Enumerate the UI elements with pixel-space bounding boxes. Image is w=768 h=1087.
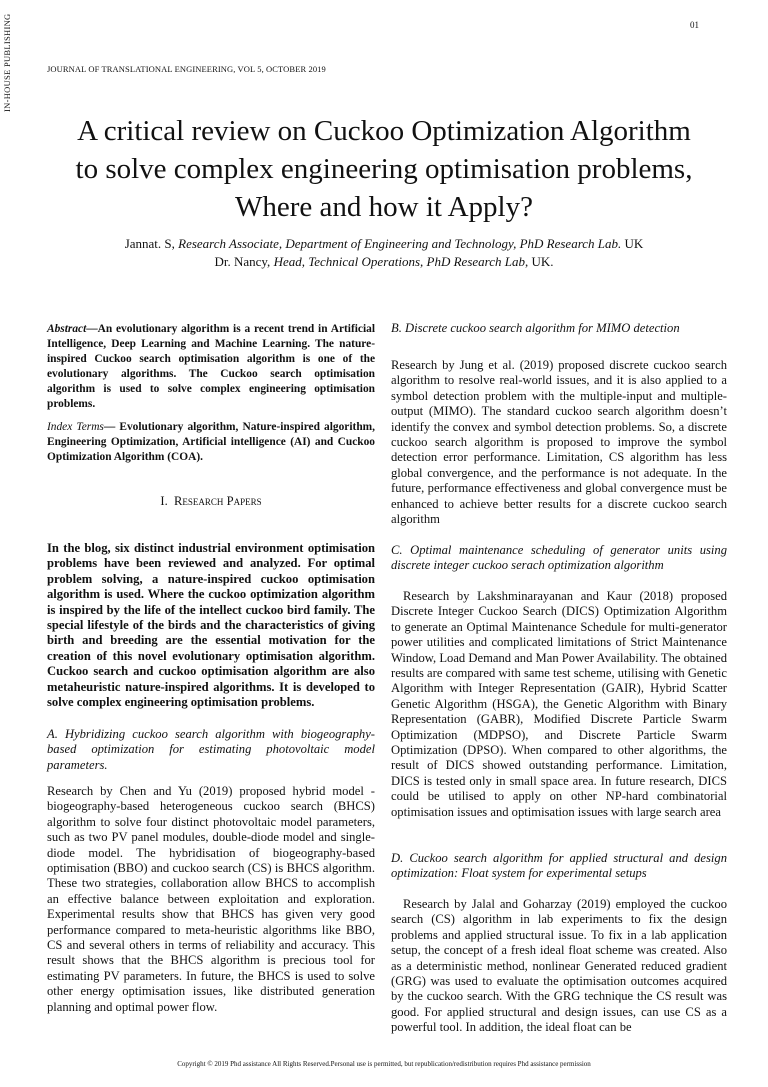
subsection-heading-a: A. Hybridizing cuckoo search algorithm with biogeography-based optimization for estimating photovoltaic model parameters. (47, 727, 375, 772)
abstract-label: Abstract (47, 323, 87, 335)
subsection-body-c: Research by Lakshminarayanan and Kaur (2018) proposed Discrete Integer Cuckoo Search (DICS) Optimization Algorithm to generate an Optimal Maintenance Schedule for multi-generator power utilities and complicated limitations of Strict Maintenance Window, Load Demand and Man Power Availability. The obtained results are compared with same test scheme, utilising with Genetic Algorithm with Integer Representation (GAIR), Hybrid Scatter Genetic Algorithm (HSGA), the Genetic Algorithm with Binary Representation (GABR), Modified Discrete Particle Swarm Optimization (MDPSO), and Discrete Particle Swarm Optimization (DPSO). When compared to other algorithms, the result of DICS showed outstanding performance. Limitation, DICS is tested only in small space area. In future research, DICS could be utilised to apply on other NP-hard combinatorial optimisation issues and optimisation issues with large search area (391, 589, 727, 819)
author-affiliation: Research Associate, Department of Engineering and Technology, PhD Research Lab. (178, 236, 622, 251)
subsection-body-d: Research by Jalal and Goharzay (2019) employed the cuckoo search (CS) algorithm in lab experiments to fix the design problems and applied structural issue. To fix in a lab application setup, the concept of a fresh ideal float scheme was created. Also as a deterministic method, nonlinear Generated reduced gradient (GRG) was used to evaluate the optimisation outcomes acquired by the cuckoo search. With the GRG technique the CS result was good. For applied structural and design issues, can use CS as a powerful tool. In addition, the ideal float can be (391, 897, 727, 1035)
author-country: UK (621, 236, 644, 251)
author-name: Dr. Nancy, (214, 254, 274, 269)
section-heading (47, 494, 375, 509)
publisher-side-label: IN-HOUSE PUBLISHING (2, 13, 12, 113)
index-terms-text: — Evolutionary algorithm, Nature-inspired algorithm, Engineering Optimization, Artificial intelligence (AI) and Cuckoo Optimization Algorithm (COA). (47, 421, 375, 463)
author-line (40, 253, 728, 271)
journal-header: JOURNAL OF TRANSLATIONAL ENGINEERING, VOL 5, OCTOBER 2019 (47, 64, 326, 74)
copyright-footer: Copyright © 2019 Phd assistance All Rights Reserved.Personal use is permitted, but republication/redistribution requires Phd assistance permission (177, 1060, 591, 1068)
index-terms-label: Index Terms (47, 421, 104, 433)
section-title: Research Papers (174, 494, 262, 508)
section-number: I. (160, 494, 168, 508)
title-line: to solve complex engineering optimisation problems, (75, 153, 693, 185)
author-affiliation: Head, Technical Operations, PhD Research Lab (273, 254, 525, 269)
author-country: , UK. (525, 254, 554, 269)
title-line: A critical review on Cuckoo Optimization Algorithm (77, 115, 691, 147)
subsection-heading-c: C. Optimal maintenance scheduling of generator units using discrete integer cuckoo serach optimization algorithm (391, 543, 727, 573)
intro-paragraph: In the blog, six distinct industrial environment optimisation problems have been reviewed and analyzed. For optimal problem solving, a nature-inspired cuckoo optimisation algorithm is used. Where the cuckoo optimization algorithm is inspired by the life of the intellect cuckoo bird family. The special lifestyle of the birds and the characteristics of giving birth and breeding are the essential motivation for the creation of this novel evolutionary optimisation algorithm. Cuckoo search and cuckoo optimisation algorithm are also metaheuristic nature-inspired algorithms. It is developed to solve complex engineering optimisation problems. (47, 541, 375, 710)
subsection-heading-d: D. Cuckoo search algorithm for applied structural and design optimization: Float system for experimental setups (391, 851, 727, 881)
subsection-body-a: Research by Chen and Yu (2019) proposed hybrid model - biogeography-based heterogeneous cuckoo search (BHCS) algorithm to solve four distinct photovoltaic model parameters, such as two PV panel modules, double-diode model and single-diode model. The hybridisation of biogeography-based optimisation (BBO) and cuckoo search (CS) is BHCS algorithm. These two strategies, collaboration allow BHCS to accomplish an effective balance between exploitation and exploration. Experimental results show that BHCS has given very good performance compared to meta-heuristic algorithms like BBO, CS and several others in terms of reliability and accuracy. This result shows that the BHCS algorithm is precious tool for estimating PV parameters. In future, the BHCS is used to solve other energy optimisation issues, like distributed generation planning and optimal power flow. (47, 784, 375, 1014)
subsection-body-b: Research by Jung et al. (2019) proposed discrete cuckoo search algorithm to resolve real-world issues, and it is also applied to a symbol detection problem with the multiple-input and multiple-output (MIMO). The standard cuckoo search algorithm doesn’t identify the convex and symbol detection problems. So, a discrete cuckoo search algorithm is proposed to improve the symbol detection error performance. Limitation, CS algorithm has less global convergence, and the performance is not adequate. In the future, performance effectiveness and global convergence must be enhanced to achieve better results for a discrete cuckoo search algorithm (391, 358, 727, 527)
index-terms (47, 420, 375, 465)
author-name: Jannat. S, (124, 236, 179, 251)
page-number: 01 (690, 20, 699, 30)
paper-title (40, 112, 728, 226)
subsection-heading-b: B. Discrete cuckoo search algorithm for MIMO detection (391, 321, 680, 335)
title-line: Where and how it Apply? (235, 191, 533, 223)
author-line (40, 235, 728, 253)
author-list (40, 235, 728, 271)
abstract (47, 322, 375, 412)
abstract-text: —An evolutionary algorithm is a recent trend in Artificial Intelligence, Deep Learning and Machine Learning. The nature-inspired Cuckoo search optimisation algorithm is one of the evolutionary algorithms. The Cuckoo search optimisation algorithm is used to solve complex engineering optimisation problems. (47, 323, 375, 410)
